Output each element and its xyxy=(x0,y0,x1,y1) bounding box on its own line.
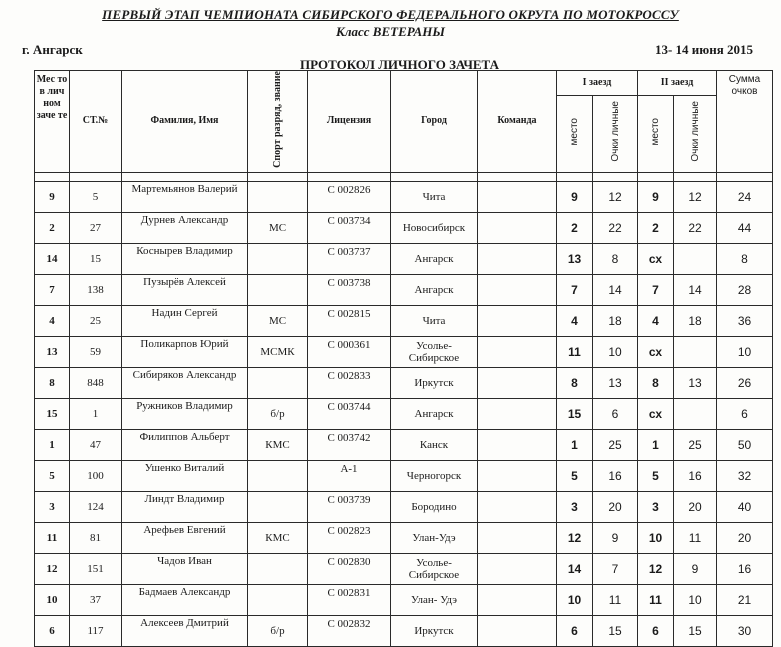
cell-rank xyxy=(248,460,308,491)
heat2-points-header xyxy=(674,95,717,172)
cell-heat2-points: 13 xyxy=(674,367,717,398)
cell-start-no: 138 xyxy=(70,274,122,305)
col-team-header: Команда xyxy=(478,71,557,173)
heat1-place-label: место xyxy=(569,118,580,146)
cell-heat2-place: 6 xyxy=(638,615,674,646)
cell-city: Черногорск xyxy=(391,460,478,491)
cell-team xyxy=(478,553,557,584)
cell-heat1-place: 2 xyxy=(557,212,593,243)
cell-name: Ружников Владимир xyxy=(122,398,248,429)
cell-heat2-place: сх xyxy=(638,336,674,367)
cell-license: С 000361 xyxy=(308,336,391,367)
col-rank-header xyxy=(248,71,308,173)
cell-license: С 002823 xyxy=(308,522,391,553)
cell-name: Линдт Владимир xyxy=(122,491,248,522)
table-row xyxy=(35,553,773,584)
cell-license: А-1 xyxy=(308,460,391,491)
cell-heat1-place: 7 xyxy=(557,274,593,305)
cell-license: С 002815 xyxy=(308,305,391,336)
cell-name: Поликарпов Юрий xyxy=(122,336,248,367)
cell-team xyxy=(478,460,557,491)
cell-heat1-place: 1 xyxy=(557,429,593,460)
cell-city: Ангарск xyxy=(391,274,478,305)
event-date: 13- 14 июня 2015 xyxy=(654,42,753,57)
cell-total: 30 xyxy=(717,615,773,646)
table-row xyxy=(35,398,773,429)
cell-start-no: 59 xyxy=(70,336,122,367)
cell-heat2-place: сх xyxy=(638,398,674,429)
cell-rank xyxy=(248,243,308,274)
results-body xyxy=(35,181,773,646)
table-row xyxy=(35,243,773,274)
cell-rank xyxy=(248,181,308,212)
cell-heat2-place: 2 xyxy=(638,212,674,243)
cell-total: 40 xyxy=(717,491,773,522)
cell-name: Мартемьянов Валерий xyxy=(122,181,248,212)
cell-place: 1 xyxy=(35,429,70,460)
cell-place: 9 xyxy=(35,181,70,212)
cell-heat2-points: 25 xyxy=(674,429,717,460)
cell-place: 10 xyxy=(35,584,70,615)
cell-rank xyxy=(248,491,308,522)
cell-license: С 002832 xyxy=(308,615,391,646)
cell-team xyxy=(478,336,557,367)
cell-license: С 003734 xyxy=(308,212,391,243)
cell-place: 3 xyxy=(35,491,70,522)
cell-team xyxy=(478,274,557,305)
cell-place: 11 xyxy=(35,522,70,553)
cell-city: Чита xyxy=(391,305,478,336)
cell-total: 26 xyxy=(717,367,773,398)
cell-team xyxy=(478,491,557,522)
cell-team xyxy=(478,429,557,460)
cell-team xyxy=(478,212,557,243)
cell-city: Бородино xyxy=(391,491,478,522)
cell-team xyxy=(478,367,557,398)
cell-heat1-place: 10 xyxy=(557,584,593,615)
cell-name: Коснырев Владимир xyxy=(122,243,248,274)
cell-place: 7 xyxy=(35,274,70,305)
cell-heat1-points: 6 xyxy=(593,398,638,429)
table-row xyxy=(35,212,773,243)
cell-heat1-place: 13 xyxy=(557,243,593,274)
cell-name: Чадов Иван xyxy=(122,553,248,584)
cell-heat1-points: 11 xyxy=(593,584,638,615)
cell-heat1-points: 14 xyxy=(593,274,638,305)
cell-start-no: 37 xyxy=(70,584,122,615)
cell-license: С 002830 xyxy=(308,553,391,584)
cell-place: 5 xyxy=(35,460,70,491)
table-row xyxy=(35,305,773,336)
cell-license: С 002833 xyxy=(308,367,391,398)
cell-rank: КМС xyxy=(248,522,308,553)
cell-place: 14 xyxy=(35,243,70,274)
cell-license: С 002826 xyxy=(308,181,391,212)
col-total-header: Сумма очков xyxy=(717,71,773,173)
cell-license: С 003742 xyxy=(308,429,391,460)
championship-title: ПЕРВЫЙ ЭТАП ЧЕМПИОНАТА СИБИРСКОГО ФЕДЕРАЛЬНОГО ОКРУГА ПО МОТОКРОССУ xyxy=(102,7,679,22)
cell-city: Усолье-Сибирское xyxy=(391,553,478,584)
cell-heat1-points: 12 xyxy=(593,181,638,212)
cell-start-no: 1 xyxy=(70,398,122,429)
cell-total: 50 xyxy=(717,429,773,460)
table-row xyxy=(35,491,773,522)
cell-heat1-place: 14 xyxy=(557,553,593,584)
cell-license: С 003738 xyxy=(308,274,391,305)
cell-heat2-place: 8 xyxy=(638,367,674,398)
cell-name: Арефьев Евгений xyxy=(122,522,248,553)
cell-heat1-points: 9 xyxy=(593,522,638,553)
cell-place: 15 xyxy=(35,398,70,429)
col-city-header: Город xyxy=(391,71,478,173)
heat2-header: II заезд xyxy=(638,71,717,96)
cell-heat1-place: 9 xyxy=(557,181,593,212)
cell-heat1-points: 25 xyxy=(593,429,638,460)
cell-total: 24 xyxy=(717,181,773,212)
cell-team xyxy=(478,398,557,429)
cell-heat2-points: 22 xyxy=(674,212,717,243)
table-row xyxy=(35,367,773,398)
cell-heat2-place: 5 xyxy=(638,460,674,491)
cell-place: 8 xyxy=(35,367,70,398)
cell-team xyxy=(478,522,557,553)
cell-license: С 003744 xyxy=(308,398,391,429)
cell-rank xyxy=(248,584,308,615)
cell-start-no: 25 xyxy=(70,305,122,336)
cell-heat2-points xyxy=(674,398,717,429)
cell-heat2-points: 20 xyxy=(674,491,717,522)
event-city: г. Ангарск xyxy=(22,42,83,57)
cell-heat2-points: 11 xyxy=(674,522,717,553)
cell-heat1-points: 10 xyxy=(593,336,638,367)
cell-heat1-place: 3 xyxy=(557,491,593,522)
cell-heat1-place: 8 xyxy=(557,367,593,398)
cell-rank: б/р xyxy=(248,615,308,646)
cell-heat2-points: 18 xyxy=(674,305,717,336)
cell-start-no: 47 xyxy=(70,429,122,460)
cell-heat1-place: 12 xyxy=(557,522,593,553)
cell-heat2-place: 3 xyxy=(638,491,674,522)
cell-total: 16 xyxy=(717,553,773,584)
cell-heat1-points: 7 xyxy=(593,553,638,584)
col-name-header: Фамилия, Имя xyxy=(122,71,248,173)
cell-name: Филиппов Альберт xyxy=(122,429,248,460)
col-license-header: Лицензия xyxy=(308,71,391,173)
heat1-points-header xyxy=(593,95,638,172)
cell-total: 6 xyxy=(717,398,773,429)
cell-license: С 003737 xyxy=(308,243,391,274)
cell-heat1-place: 4 xyxy=(557,305,593,336)
cell-team xyxy=(478,181,557,212)
heat1-points-label: Очки личные xyxy=(609,101,621,163)
cell-start-no: 117 xyxy=(70,615,122,646)
cell-start-no: 81 xyxy=(70,522,122,553)
cell-city: Канск xyxy=(391,429,478,460)
table-row xyxy=(35,460,773,491)
table-row xyxy=(35,274,773,305)
cell-city: Ангарск xyxy=(391,398,478,429)
cell-rank: б/р xyxy=(248,398,308,429)
cell-total: 8 xyxy=(717,243,773,274)
cell-heat1-points: 15 xyxy=(593,615,638,646)
cell-heat1-points: 16 xyxy=(593,460,638,491)
heat1-place-header xyxy=(557,95,593,172)
class-label: Класс ВЕТЕРАНЫ xyxy=(336,24,445,39)
cell-city: Улан- Удэ xyxy=(391,584,478,615)
cell-heat2-points: 14 xyxy=(674,274,717,305)
cell-rank: МС xyxy=(248,212,308,243)
cell-name: Пузырёв Алексей xyxy=(122,274,248,305)
cell-heat1-points: 13 xyxy=(593,367,638,398)
table-row xyxy=(35,429,773,460)
results-table xyxy=(34,70,773,647)
cell-heat2-place: 7 xyxy=(638,274,674,305)
cell-city: Иркутск xyxy=(391,615,478,646)
cell-city: Чита xyxy=(391,181,478,212)
cell-rank xyxy=(248,367,308,398)
cell-start-no: 27 xyxy=(70,212,122,243)
cell-start-no: 848 xyxy=(70,367,122,398)
cell-city: Новосибирск xyxy=(391,212,478,243)
cell-heat2-place: 1 xyxy=(638,429,674,460)
cell-total: 44 xyxy=(717,212,773,243)
cell-total: 20 xyxy=(717,522,773,553)
cell-city: Ангарск xyxy=(391,243,478,274)
cell-total: 21 xyxy=(717,584,773,615)
cell-start-no: 15 xyxy=(70,243,122,274)
cell-heat2-place: сх xyxy=(638,243,674,274)
cell-heat2-points: 16 xyxy=(674,460,717,491)
cell-license: С 003739 xyxy=(308,491,391,522)
cell-city: Улан-Удэ xyxy=(391,522,478,553)
heat2-place-label: место xyxy=(650,118,661,146)
cell-heat2-points xyxy=(674,336,717,367)
cell-heat2-place: 9 xyxy=(638,181,674,212)
cell-rank xyxy=(248,553,308,584)
cell-start-no: 124 xyxy=(70,491,122,522)
cell-heat2-place: 12 xyxy=(638,553,674,584)
cell-rank: МСМК xyxy=(248,336,308,367)
cell-rank: МС xyxy=(248,305,308,336)
cell-license: С 002831 xyxy=(308,584,391,615)
cell-heat1-place: 5 xyxy=(557,460,593,491)
cell-heat2-place: 11 xyxy=(638,584,674,615)
col-place-header: Мес то в лич ном заче те xyxy=(35,71,70,173)
cell-team xyxy=(478,243,557,274)
protocol-title: ПРОТОКОЛ ЛИЧНОГО ЗАЧЕТА xyxy=(300,57,499,72)
cell-total: 32 xyxy=(717,460,773,491)
cell-start-no: 5 xyxy=(70,181,122,212)
cell-name: Ушенко Виталий xyxy=(122,460,248,491)
heat2-place-header xyxy=(638,95,674,172)
cell-start-no: 100 xyxy=(70,460,122,491)
cell-heat1-points: 22 xyxy=(593,212,638,243)
cell-team xyxy=(478,584,557,615)
cell-heat2-points: 10 xyxy=(674,584,717,615)
cell-place: 4 xyxy=(35,305,70,336)
cell-heat2-place: 10 xyxy=(638,522,674,553)
col-start-no-header: СТ.№ xyxy=(70,71,122,173)
table-row xyxy=(35,336,773,367)
cell-name: Сибиряков Александр xyxy=(122,367,248,398)
cell-name: Бадмаев Александр xyxy=(122,584,248,615)
cell-heat1-place: 15 xyxy=(557,398,593,429)
cell-name: Надин Сергей xyxy=(122,305,248,336)
cell-start-no: 151 xyxy=(70,553,122,584)
cell-total: 28 xyxy=(717,274,773,305)
table-row xyxy=(35,522,773,553)
cell-rank xyxy=(248,274,308,305)
cell-heat1-points: 8 xyxy=(593,243,638,274)
heat1-header: I заезд xyxy=(557,71,638,96)
cell-city: Усолье-Сибирское xyxy=(391,336,478,367)
cell-total: 10 xyxy=(717,336,773,367)
rank-header-label: Спорт разряд, звание xyxy=(272,71,283,168)
cell-place: 12 xyxy=(35,553,70,584)
heat2-points-label: Очки личные xyxy=(689,101,701,163)
cell-place: 6 xyxy=(35,615,70,646)
cell-heat1-place: 6 xyxy=(557,615,593,646)
cell-place: 2 xyxy=(35,212,70,243)
cell-heat1-points: 20 xyxy=(593,491,638,522)
cell-team xyxy=(478,305,557,336)
cell-heat1-place: 11 xyxy=(557,336,593,367)
table-row xyxy=(35,584,773,615)
cell-heat2-points xyxy=(674,243,717,274)
cell-total: 36 xyxy=(717,305,773,336)
cell-heat2-place: 4 xyxy=(638,305,674,336)
cell-heat2-points: 9 xyxy=(674,553,717,584)
cell-heat1-points: 18 xyxy=(593,305,638,336)
cell-name: Дурнев Александр xyxy=(122,212,248,243)
cell-name: Алексеев Дмитрий xyxy=(122,615,248,646)
cell-place: 13 xyxy=(35,336,70,367)
cell-rank: КМС xyxy=(248,429,308,460)
cell-heat2-points: 15 xyxy=(674,615,717,646)
cell-heat2-points: 12 xyxy=(674,181,717,212)
table-row xyxy=(35,181,773,212)
cell-city: Иркутск xyxy=(391,367,478,398)
